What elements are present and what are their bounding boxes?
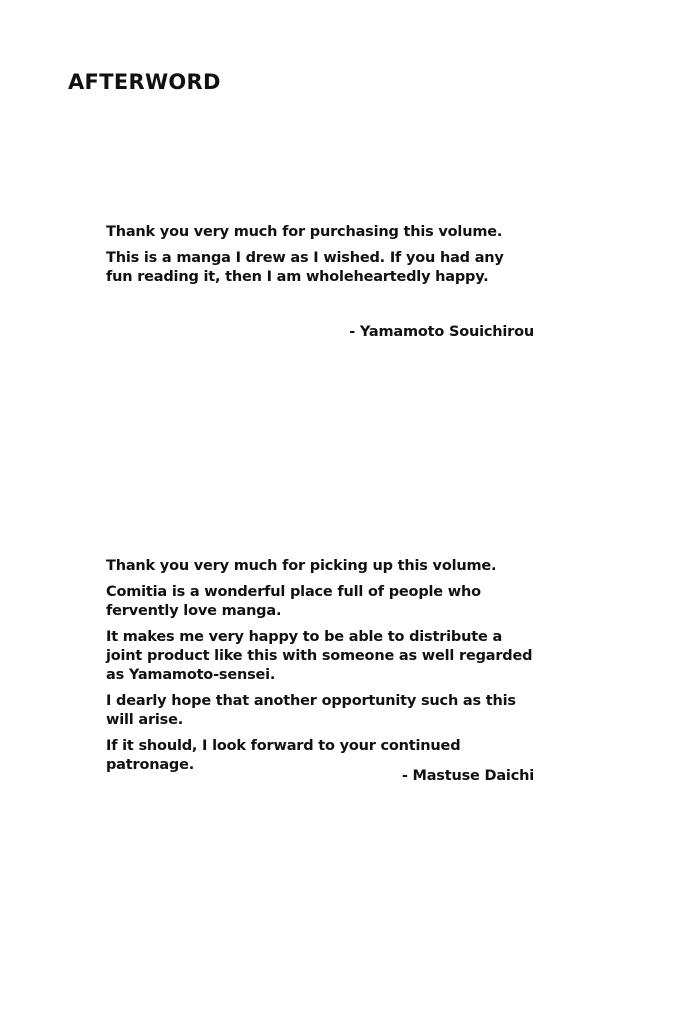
paragraph: Comitia is a wonderful place full of people who fervently love manga. [106, 584, 481, 619]
paragraph: I dearly hope that another opportunity such as this will arise. [106, 693, 516, 728]
paragraph: It makes me very happy to be able to distribute a joint product like this with someone as well regarded as Yamamoto-sensei. [106, 629, 533, 683]
signature-daichi: - Mastuse Daichi [401, 768, 534, 784]
afterword-section-daichi [106, 557, 546, 782]
paragraph: This is a manga I drew as I wished. If you had any fun reading it, then I am wholeheartedly happy. [106, 250, 504, 285]
afterword-section-yamamoto [106, 223, 546, 294]
signature-yamamoto: - Yamamoto Souichirou [349, 324, 534, 340]
page-title: AFTERWORD [68, 70, 221, 94]
paragraph: If it should, I look forward to your continued patronage. [106, 738, 461, 773]
paragraph: Thank you very much for picking up this volume. [106, 558, 497, 574]
paragraph: Thank you very much for purchasing this volume. [106, 224, 503, 240]
